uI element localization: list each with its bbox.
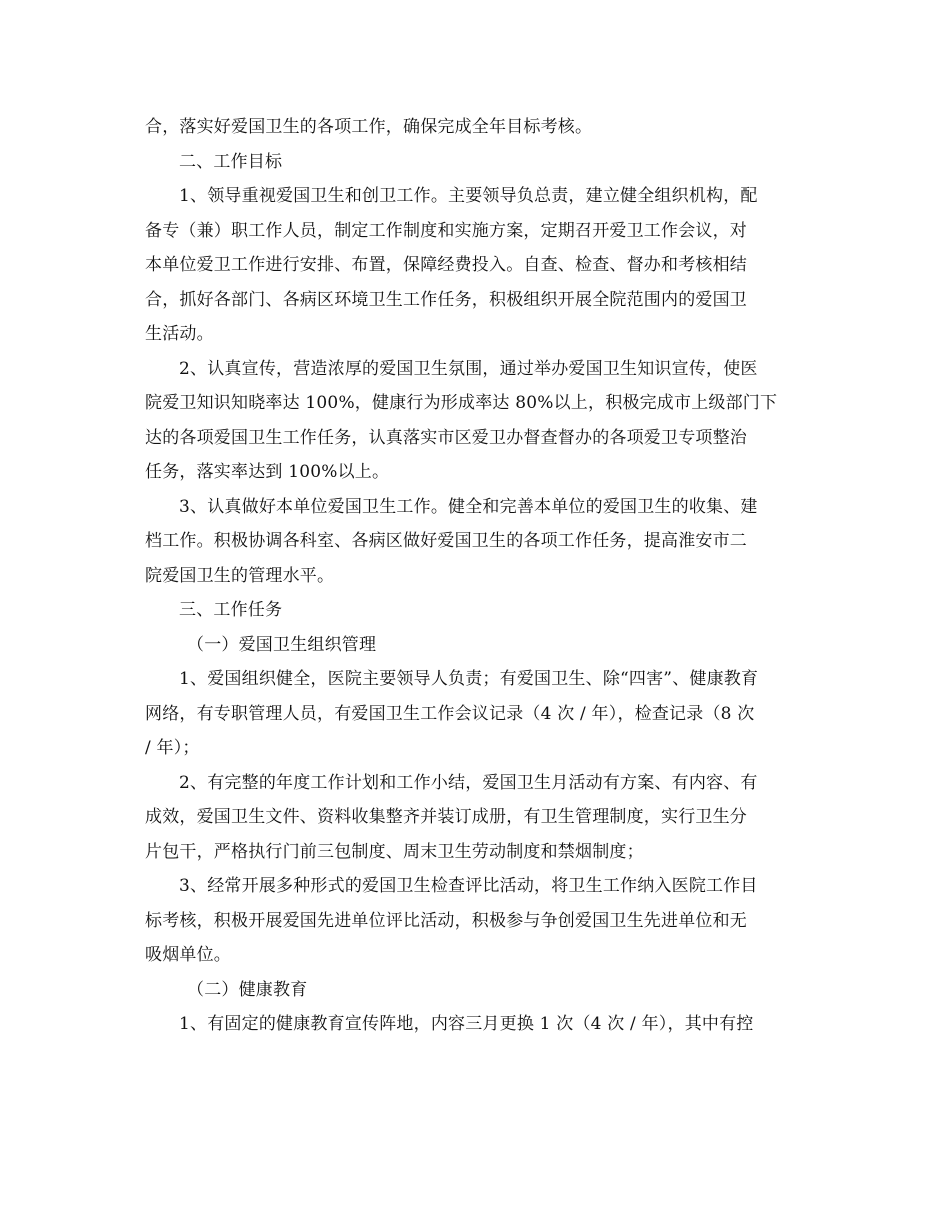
paragraph-goal-1-line-5: 生活动。 (145, 324, 214, 344)
paragraph-task-3-line-3: 吸烟单位。 (145, 945, 231, 965)
paragraph-task-1-line-3: / 年）； (145, 738, 200, 758)
paragraph-task-2-line-3: 片包干，严格执行门前三包制度、周末卫生劳动制度和禁烟制度； (145, 841, 644, 862)
paragraph-continuation-line: 合，落实好爱国卫生的各项工作，确保完成全年目标考核。 (145, 117, 593, 137)
paragraph-goal-3-line-3: 院爱国卫生的管理水平。 (145, 565, 335, 586)
paragraph-task-2-line-2: 成效，爱国卫生文件、资料收集整齐并装订成册，有卫生管理制度，实行卫生分 (145, 807, 747, 827)
paragraph-task-3-line-1: 3、经常开展多种形式的爱国卫生检查评比活动，将卫生工作纳入医院工作目 (179, 876, 758, 896)
paragraph-goal-3-line-1: 3、认真做好本单位爱国卫生工作。健全和完善本单位的爱国卫生的收集、建 (179, 496, 758, 517)
paragraph-goal-3-line-2: 档工作。积极协调各科室、各病区做好爱国卫生的各项工作任务，提高淮安市二 (145, 531, 747, 551)
paragraph-goal-1-line-1: 1、领导重视爱国卫生和创卫工作。主要领导负总责，建立健全组织机构，配 (179, 186, 758, 206)
paragraph-goal-2-line-1: 2、认真宣传，营造浓厚的爱国卫生氛围，通过举办爱国卫生知识宣传，使医 (179, 358, 758, 379)
paragraph-goal-2-line-2: 院爱卫知识知晓率达 100%，健康行为形成率达 80%以上，积极完成市上级部门下 (145, 393, 778, 413)
paragraph-goal-1-line-3: 本单位爱卫工作进行安排、布置，保障经费投入。自查、检查、督办和考核相结 (145, 255, 747, 275)
paragraph-goal-1-line-2: 备专（兼）职工作人员，制定工作制度和实施方案，定期召开爱卫工作会议，对 (145, 220, 747, 241)
paragraph-education-1-line-1: 1、有固定的健康教育宣传阵地，内容三月更换 1 次（4 次 / 年），其中有控 (179, 1014, 754, 1034)
paragraph-task-1-line-2: 网络，有专职管理人员，有爱国卫生工作会议记录（4 次 / 年），检查记录（8 次 (145, 703, 755, 724)
paragraph-goal-1-line-4: 合，抓好各部门、各病区环境卫生工作任务，积极组织开展全院范围内的爱国卫 (145, 289, 747, 310)
paragraph-task-2-line-1: 2、有完整的年度工作计划和工作小结，爱国卫生月活动有方案、有内容、有 (179, 772, 758, 793)
paragraph-goal-2-line-3: 达的各项爱国卫生工作任务，认真落实市区爱卫办督查督办的各项爱卫专项整治 (145, 427, 747, 448)
section-heading-goals: 二、工作目标 (179, 151, 283, 172)
paragraph-task-1-line-1: 1、爱国组织健全，医院主要领导人负责；有爱国卫生、除“四害”、健康教育 (179, 669, 759, 689)
subsection-heading-health-education: （二）健康教育 (187, 979, 308, 1000)
subsection-heading-organization: （一）爱国卫生组织管理 (187, 634, 377, 655)
paragraph-task-3-line-2: 标考核，积极开展爱国先进单位评比活动，积极参与争创爱国卫生先进单位和无 (145, 910, 747, 931)
section-heading-tasks: 三、工作任务 (179, 600, 283, 620)
paragraph-goal-2-line-4: 任务，落实率达到 100%以上。 (145, 462, 390, 482)
